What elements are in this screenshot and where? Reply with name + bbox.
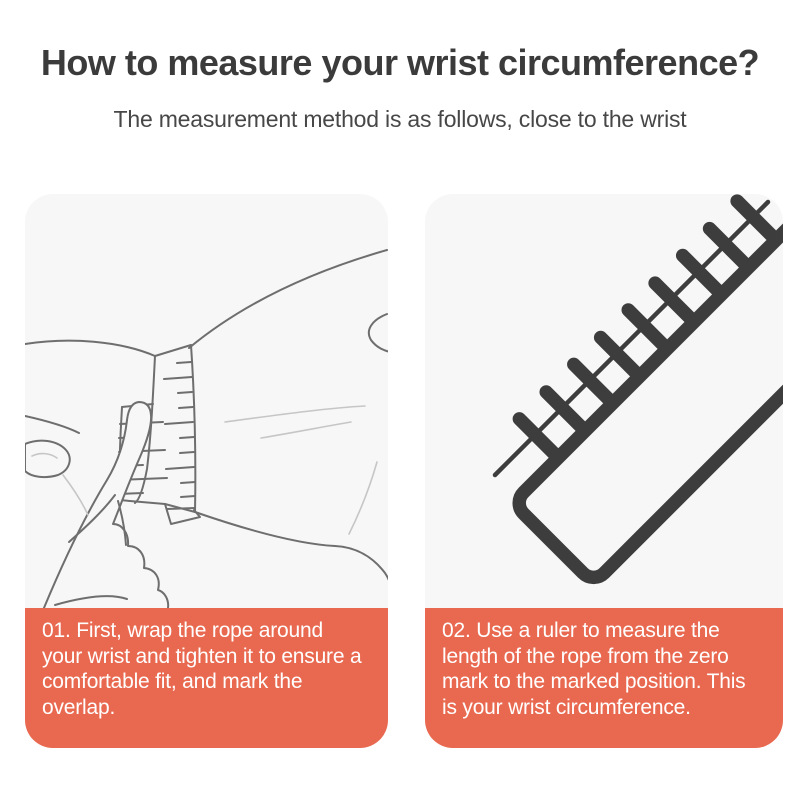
page-title: How to measure your wrist circumference?: [40, 42, 760, 83]
ruler-illustration: [425, 194, 783, 608]
page-subtitle: The measurement method is as follows, close to the wrist: [113, 106, 687, 132]
step2-illustration-panel: [425, 194, 783, 608]
thumb: [25, 441, 70, 477]
step-card-2: [425, 194, 783, 748]
pointing-hand: [25, 402, 171, 608]
hand-outline: [189, 250, 388, 591]
tape-tick-marks: [164, 362, 195, 509]
ruler-icon: [474, 194, 783, 584]
step-card-1: [25, 194, 388, 748]
wrist-measuring-tape-illustration: [25, 194, 388, 608]
step1-caption: 01. First, wrap the rope around your wrist and tighten it to ensure a comfortable fit, and mark the overlap.: [25, 608, 388, 748]
steps-container: [25, 194, 783, 748]
step1-illustration-panel: [25, 194, 388, 608]
step2-caption: 02. Use a ruler to measure the length of the rope from the zero mark to the marked position. This is your wrist circumference.: [425, 608, 783, 748]
